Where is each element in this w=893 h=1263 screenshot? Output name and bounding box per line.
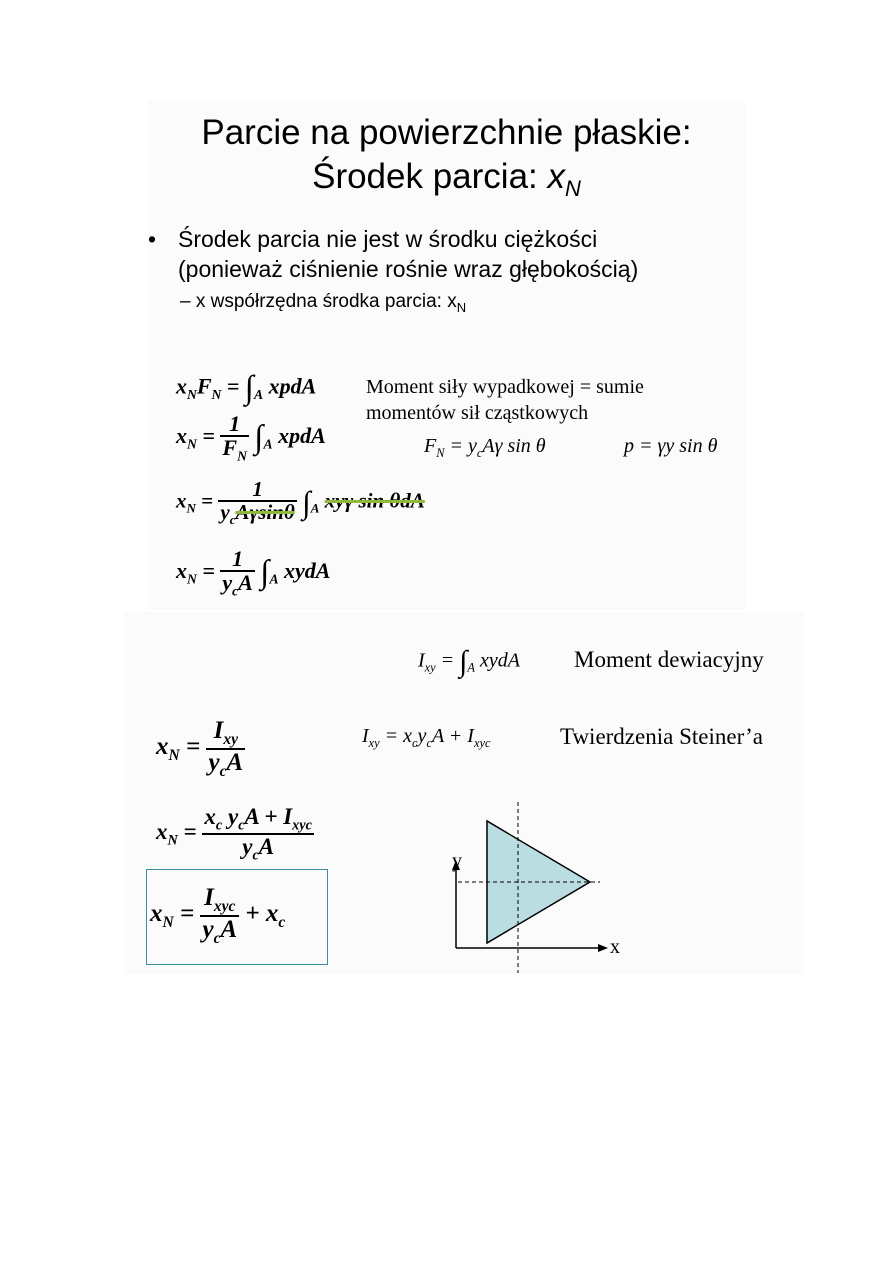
equation-1: $x_NF_N = \int_A$ xpdA	[176, 370, 317, 406]
steiner-equation: $I_{xy} = x_cy_cA + I_{xyc}$	[362, 725, 491, 750]
x-axis-arrow	[598, 944, 608, 952]
pressure-equation: p = γy sin θ	[624, 435, 718, 457]
y-axis-label: y	[452, 850, 462, 872]
result-3: $x_N$ = $\frac{I_{xyc}}{y_cA}$ + $x_c$	[150, 884, 286, 947]
title-line1: Parcie na powierzchnie płaskie:	[201, 113, 692, 152]
equation-3: $x_N$ = $\frac{1}{y_cA\gamma\sin\theta}$ $\int_A$ xyγ sin θdA	[176, 477, 425, 528]
moment-note-line2: momentów sił cząstkowych	[366, 402, 589, 424]
bullet-marker: •	[148, 226, 157, 252]
title-var: $x_N$	[547, 157, 581, 201]
bullet-line1: Środek parcia nie jest w środku ciężkości	[178, 226, 598, 252]
ixy-definition: $I_{xy} = \int_A$ xydA	[418, 645, 520, 678]
equation-4: $x_N$ = $\frac{1}{y_cA}$ $\int_A$ xydA	[176, 546, 331, 599]
title-line2-prefix: Środek parcia:	[312, 157, 548, 196]
triangle-diagram	[440, 800, 620, 980]
ixy-label: Moment dewiacyjny	[574, 647, 764, 672]
x-axis-label: x	[610, 936, 620, 958]
title-line2	[148, 156, 745, 210]
bullet-line2: (ponieważ ciśnienie rośnie wraz głębokością)	[178, 256, 639, 282]
sub-bullet: – x współrzędna środka parcia: $x_N$	[180, 291, 467, 315]
steiner-label: Twierdzenia Steiner’a	[560, 724, 763, 749]
result-2: $x_N$ = $\frac{x_c y_cA + I_{xyc}}{y_cA}$	[156, 804, 312, 864]
result-1: $x_N$ = $\frac{I_{xy}}{y_cA}$	[156, 717, 244, 780]
sub-bullet-text: – x współrzędna środka parcia: x	[180, 291, 457, 312]
moment-note-line1: Moment siły wypadkowej = sumie	[366, 376, 644, 398]
equation-2: $x_N$ = $\frac{1}{F_N}$ $\int_A$ xpdA	[176, 411, 326, 464]
force-equation: $F_N = y_cA\gamma$ sin θ	[424, 435, 546, 460]
